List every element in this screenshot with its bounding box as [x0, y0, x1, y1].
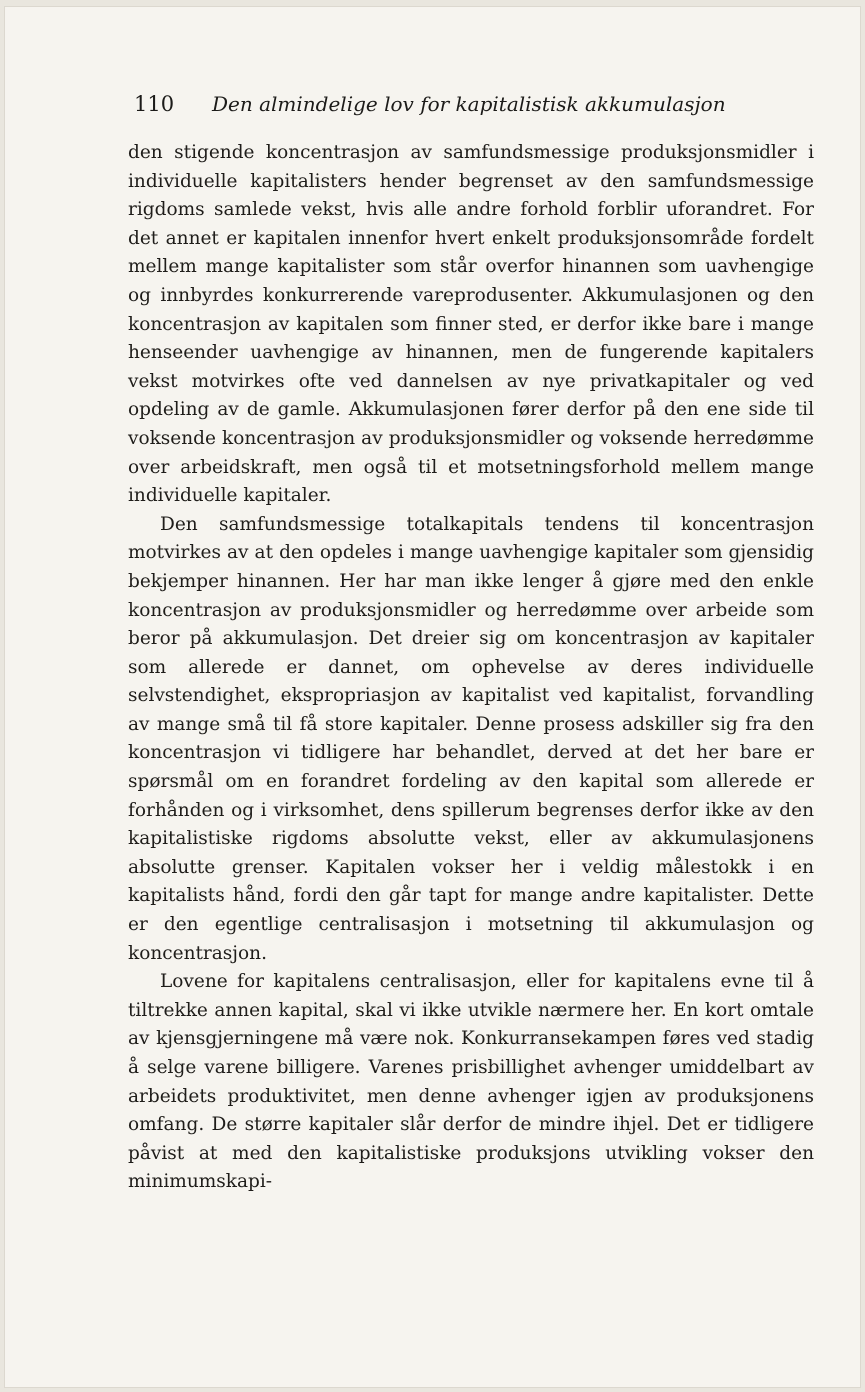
page-number: 110	[134, 92, 175, 116]
running-head	[134, 92, 834, 122]
running-title: Den almindelige lov for kapitalistisk akkumulasjon	[212, 92, 726, 116]
paragraph-1: den stigende koncentrasjon av samfundsmessige produksjonsmidler i individuelle kapitalisters hender begrenset av den samfundsmessige rigdoms samlede vekst, hvis alle andre forhold forblir uforandret. For det annet er kapitalen innenfor hvert enkelt produksjonsområde fordelt mellem mange kapitalister som står overfor hinannen som uavhengige og innbyrdes konkurrerende vareprodusenter. Akkumulasjonen og den koncentrasjon av kapitalen som finner sted, er derfor ikke bare i mange henseender uavhengige av hinannen, men de fungerende kapitalers vekst motvirkes ofte ved dannelsen av nye privatkapitaler og ved opdeling av de gamle. Akkumulasjonen fører derfor på den ene side til voksende koncentrasjon av produksjonsmidler og voksende herredømme over arbeidskraft, men også til et motsetningsforhold mellem mange individuelle kapitaler.	[128, 142, 814, 507]
paragraph-2: Den samfundsmessige totalkapitals tendens til koncentrasjon motvirkes av at den opdeles i mange uavhengige kapitaler som gjensidig bekjemper hinannen. Her har man ikke lenger å gjøre med den enkle koncentrasjon av produksjonsmidler og herredømme over arbeide som beror på akkumulasjon. Det dreier sig om koncentrasjon av kapitaler som allerede er dannet, om ophevelse av deres individuelle selvstendighet, ekspropriasjon av kapitalist ved kapitalist, forvandling av mange små til få store kapitaler. Denne prosess adskiller sig fra den koncentrasjon vi tidligere har behandlet, derved at det her bare er spørsmål om en forandret fordeling av den kapital som allerede er forhånden og i virksomhet, dens spillerum begrenses derfor ikke av den kapitalistiske rigdoms absolutte vekst, eller av akkumulasjonens absolutte grenser. Kapitalen vokser her i veldig målestokk i en kapitalists hånd, fordi den går tapt for mange andre kapitalister. Dette er den egentlige centralisasjon i motsetning til akkumulasjon og koncentrasjon.	[128, 513, 814, 964]
paragraph-3: Lovene for kapitalens centralisasjon, eller for kapitalens evne til å tiltrekke annen kapital, skal vi ikke utvikle nærmere her. En kort omtale av kjensgjerningene må være nok. Konkurransekampen føres ved stadig å selge varene billigere. Varenes prisbillighet avhenger umiddelbart av arbeidets produktivitet, men denne avhenger igjen av produksjonens omfang. De større kapitaler slår derfor de mindre ihjel. Det er tidligere påvist at med den kapitalistiske produksjons utvikling vokser den minimumskapi-	[128, 971, 814, 1193]
body-text	[128, 139, 814, 1197]
